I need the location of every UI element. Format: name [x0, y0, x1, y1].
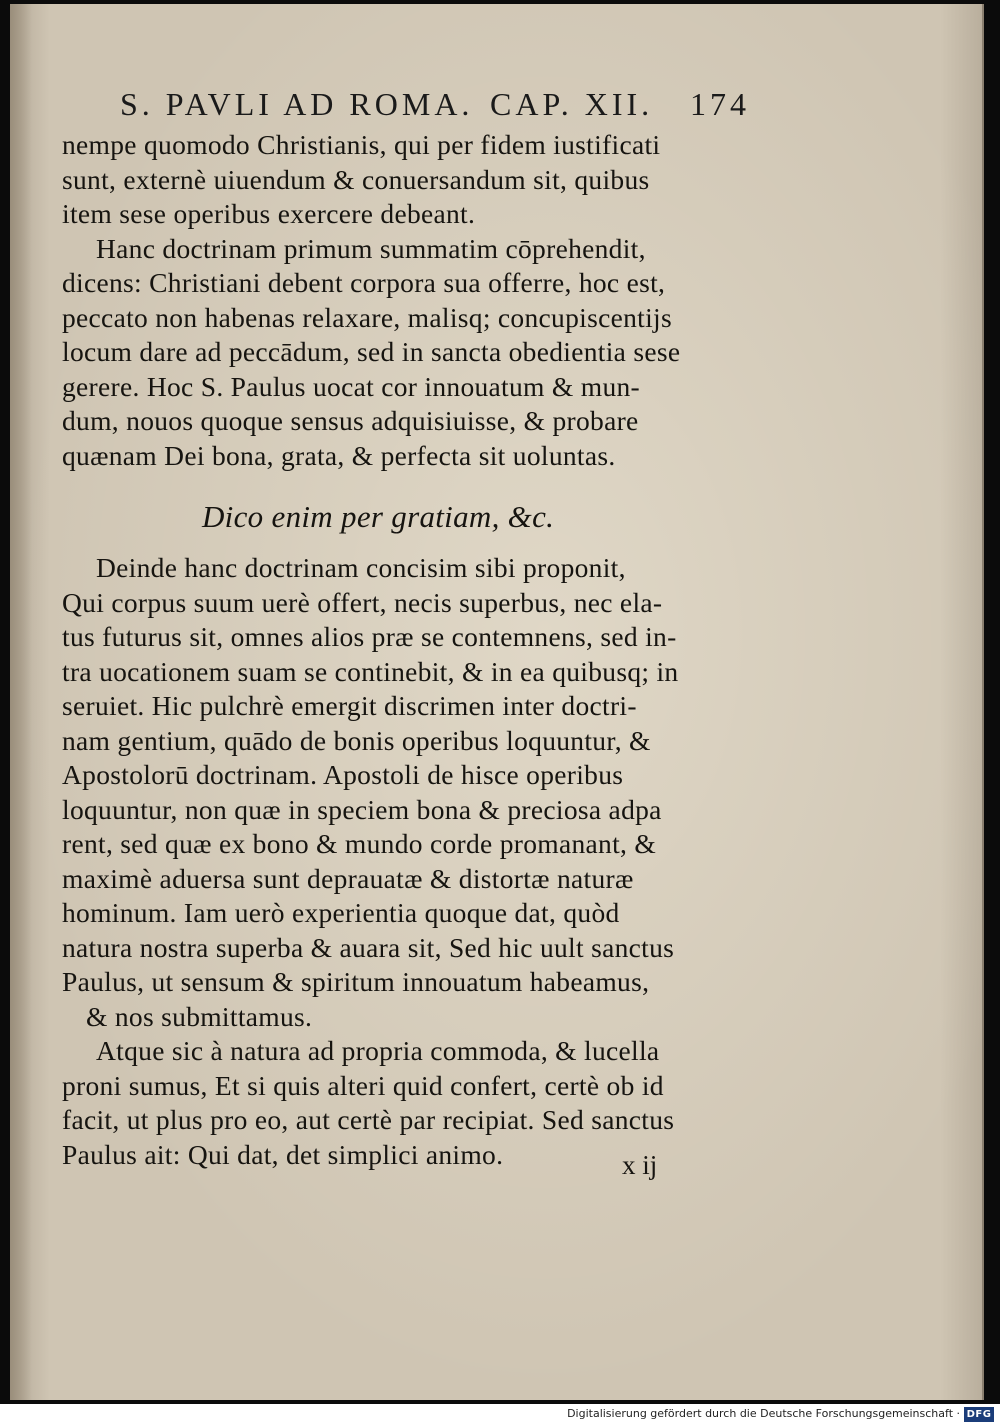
running-title: S. PAVLI AD ROMA.: [120, 86, 474, 122]
signature-mark: x ij: [622, 1150, 658, 1180]
text-line: peccato non habenas relaxare, malisq; concupiscentijs: [62, 301, 672, 333]
text-line: maximè aduersa sunt deprauatæ & distortæ naturæ: [62, 862, 634, 894]
text-line: sunt, externè uiuendum & conuersandum sit, quibus: [62, 163, 650, 195]
text-line: proni sumus, Et si quis alteri quid confert, certè ob id: [62, 1069, 664, 1101]
page-gutter-shadow: [10, 4, 32, 1400]
dfg-logo-icon: DFG: [964, 1407, 994, 1422]
text-line: & nos submittamus.: [86, 1000, 313, 1032]
text-line: Paulus, ut sensum & spiritum innouatum habeamus,: [62, 966, 650, 997]
text-line: Atque sic à natura ad propria commoda, & lucella: [96, 1035, 660, 1066]
text-line: Paulus ait: Qui dat, det simplici animo.: [62, 1138, 504, 1170]
text-line: Apostolorū doctrinam. Apostoli de hisce operibus: [62, 759, 624, 790]
chapter-number: CAP. XII.: [490, 86, 654, 122]
text-line: Deinde hanc doctrinam concisim sibi proponit,: [96, 552, 626, 583]
text-line: item sese operibus exercere debeant.: [62, 198, 476, 229]
text-line: tra uocationem suam se continebit, & in ea quibusq; in: [62, 655, 679, 687]
text-line: dicens: Christiani debent corpora sua offerre, hoc est,: [62, 267, 666, 298]
running-header: [120, 86, 760, 126]
text-line: natura nostra superba & auara sit, Sed hic uult sanctus: [62, 931, 675, 963]
footer-credit: Digitalisierung gefördert durch die Deutsche Forschungsgemeinschaft ·: [567, 1407, 960, 1420]
text-line: nempe quomodo Christianis, qui per fidem iustificati: [62, 129, 661, 160]
text-line: Hanc doctrinam primum summatim cōprehendit,: [96, 232, 646, 264]
text-line: Qui corpus suum uerè offert, necis superbus, nec ela-: [62, 586, 663, 618]
section-heading: Dico enim per gratiam, &c.: [202, 499, 555, 534]
footer-bar: [0, 1404, 1000, 1426]
text-line: rent, sed quæ ex bono & mundo corde promanant, &: [62, 828, 657, 859]
text-line: seruiet. Hic pulchrè emergit discrimen inter doctri-: [62, 690, 637, 721]
text-line: locum dare ad peccādum, sed in sancta obedientia sese: [62, 336, 681, 367]
text-line: facit, ut plus pro eo, aut certè par recipiat. Sed sanctus: [62, 1104, 675, 1135]
text-line: loquuntur, non quæ in speciem bona & preciosa adpa: [62, 793, 662, 825]
text-block: [62, 128, 762, 1172]
text-line: gerere. Hoc S. Paulus uocat cor innouatum & mun-: [62, 370, 641, 402]
text-line: hominum. Iam uerò experientia quoque dat, quòd: [62, 897, 620, 928]
text-line: dum, nouos quoque sensus adquisiuisse, & probare: [62, 405, 639, 436]
text-line: nam gentium, quādo de bonis operibus loquuntur, &: [62, 724, 651, 756]
folio-number: 174: [690, 86, 750, 122]
text-line: quænam Dei bona, grata, & perfecta sit uoluntas.: [62, 439, 616, 471]
text-line: tus futurus sit, omnes alios præ se contemnens, sed in-: [62, 621, 677, 652]
